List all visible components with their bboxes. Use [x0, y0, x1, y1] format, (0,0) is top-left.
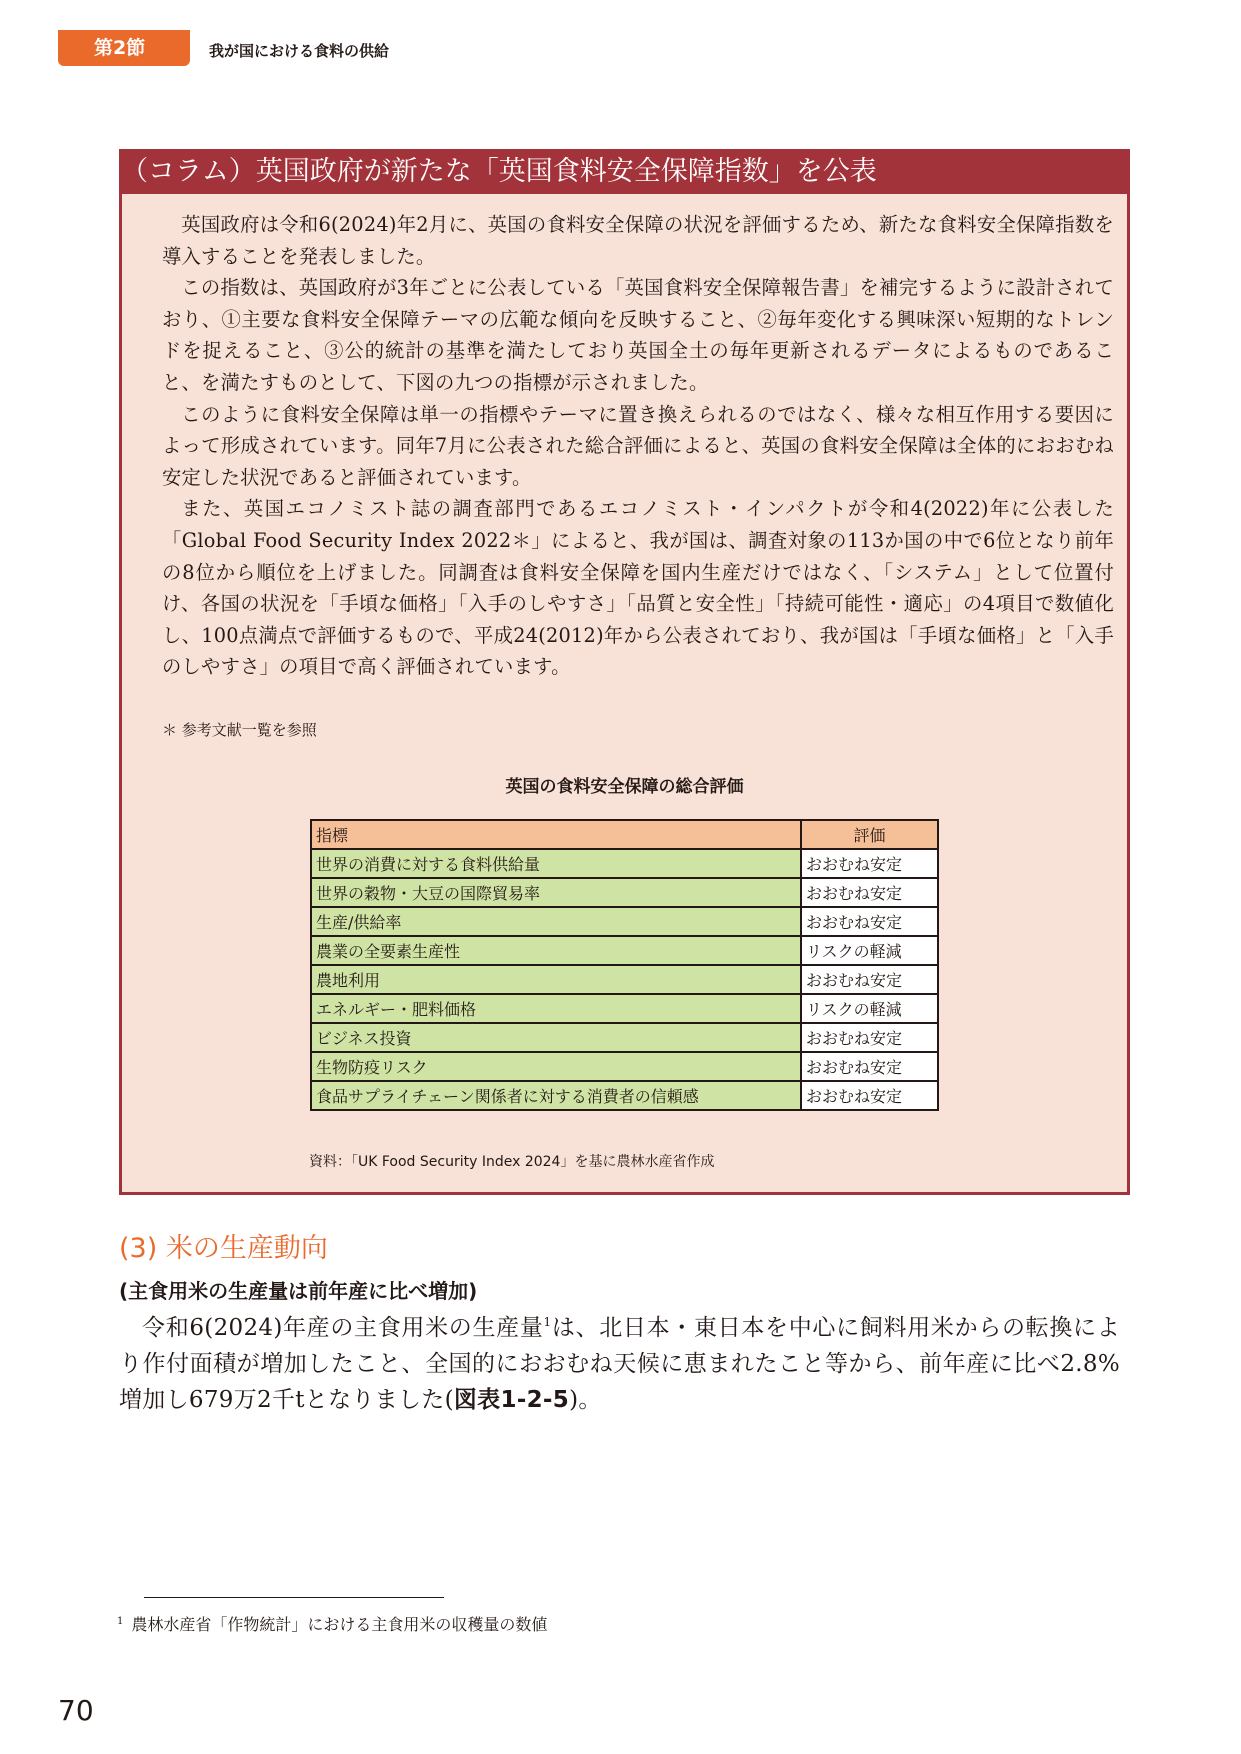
- header-evaluation: 評価: [801, 820, 938, 849]
- column-box: [119, 149, 1130, 1195]
- table-row: [311, 1052, 938, 1081]
- table-row: [311, 1081, 938, 1110]
- indicator-cell: ビジネス投資: [311, 1023, 801, 1052]
- body-text: )。: [569, 1387, 602, 1413]
- table-source: 資料：「UK Food Security Index 2024」を基に農林水産省作成: [309, 1154, 715, 1170]
- evaluation-cell: おおむね安定: [801, 878, 938, 907]
- table-row: [311, 965, 938, 994]
- indicator-cell: 生産/供給率: [311, 907, 801, 936]
- section-subheading: (主食用米の生産量は前年産に比べ増加): [119, 1279, 478, 1303]
- evaluation-cell: おおむね安定: [801, 849, 938, 878]
- evaluation-cell: リスクの軽減: [801, 936, 938, 965]
- evaluation-cell: おおむね安定: [801, 907, 938, 936]
- body-text: 令和6(2024)年産の主食用米の生産量: [142, 1315, 544, 1341]
- evaluation-cell: おおむね安定: [801, 965, 938, 994]
- table-row: [311, 878, 938, 907]
- evaluation-cell: おおむね安定: [801, 1052, 938, 1081]
- column-paragraph: また、英国エコノミスト誌の調査部門であるエコノミスト・インパクトが令和4(2022)年に公表した「Global Food Security Index 2022＊」によると、我が国は、調査対象の113か国の中で6位となり前年の8位から順位を上げました。同調査は食料安全保障を国内生産だけではなく、「システム」として位置付け、各国の状況を「手頃な価格」「入手のしやすさ」「品質と安全性」「持続可能性・適応」の4項目で数値化し、100点満点で評価するもので、平成24(2012)年から公表されており、我が国は「手頃な価格」と「入手のしやすさ」の項目で高く評価されています。: [162, 497, 1114, 679]
- column-paragraph: このように食料安全保障は単一の指標やテーマに置き換えられるのではなく、様々な相互作用する要因によって形成されています。同年7月に公表された総合評価によると、英国の食料安全保障は全体的におおむね安定した状況であると評価されています。: [162, 402, 1114, 489]
- section-heading: (3) 米の生産動向: [119, 1233, 328, 1264]
- footnote-text: 農林水産省「作物統計」における主食用米の収穫量の数値: [131, 1615, 548, 1634]
- section-body: [119, 1304, 1120, 1418]
- header-indicator: 指標: [311, 820, 801, 849]
- table-title: 英国の食料安全保障の総合評価: [505, 777, 744, 797]
- footnote-rule: [144, 1597, 444, 1598]
- footnote-mark: 1: [117, 1616, 124, 1627]
- column-title: （コラム）英国政府が新たな「英国食料安全保障指数」を公表: [119, 149, 1130, 194]
- column-body: [162, 209, 1114, 683]
- body-text: は、北日本・東日本を中心に飼料用米からの転換により作付面積が増加したこと、全国的におおむね天候に恵まれたこと等から、前年産に比べ2.8%増加し679万2千tとなりました(: [119, 1315, 1120, 1413]
- indicator-cell: 世界の穀物・大豆の国際貿易率: [311, 878, 801, 907]
- evaluation-cell: リスクの軽減: [801, 994, 938, 1023]
- indicator-cell: 農地利用: [311, 965, 801, 994]
- table-row: [311, 936, 938, 965]
- table-row: [311, 907, 938, 936]
- table-row: [311, 849, 938, 878]
- column-paragraph: この指数は、英国政府が3年ごとに公表している「英国食料安全保障報告書」を補完するように設計されており、①主要な食料安全保障テーマの広範な傾向を反映すること、②毎年変化する興味深い短期的なトレンドを捉えること、③公的統計の基準を満たしており英国全土の毎年更新されるデータによるものであること、を満たすものとして、下図の九つの指標が示されました。: [162, 276, 1114, 394]
- indicator-cell: 農業の全要素生産性: [311, 936, 801, 965]
- reference-note: ＊ 参考文献一覧を参照: [162, 721, 317, 739]
- page-number: 70: [58, 1694, 94, 1727]
- indicator-cell: エネルギー・肥料価格: [311, 994, 801, 1023]
- table-header-row: [311, 820, 938, 849]
- table-row: [311, 1023, 938, 1052]
- footnote: [117, 1612, 547, 1635]
- evaluation-table: [310, 819, 939, 1111]
- section-title: 我が国における食料の供給: [209, 42, 390, 60]
- column-paragraph: 英国政府は令和6(2024)年2月に、英国の食料安全保障の状況を評価するため、新たな食料安全保障指数を導入することを発表しました。: [162, 213, 1114, 268]
- table-row: [311, 994, 938, 1023]
- indicator-cell: 生物防疫リスク: [311, 1052, 801, 1081]
- evaluation-cell: おおむね安定: [801, 1081, 938, 1110]
- footnote-ref[interactable]: 1: [543, 1315, 552, 1329]
- section-tab: 第2節: [58, 30, 190, 66]
- indicator-cell: 世界の消費に対する食料供給量: [311, 849, 801, 878]
- section-paragraph: [119, 1304, 1120, 1418]
- evaluation-cell: おおむね安定: [801, 1023, 938, 1052]
- figure-reference[interactable]: 図表1-2-5: [453, 1387, 570, 1413]
- indicator-cell: 食品サプライチェーン関係者に対する消費者の信頼感: [311, 1081, 801, 1110]
